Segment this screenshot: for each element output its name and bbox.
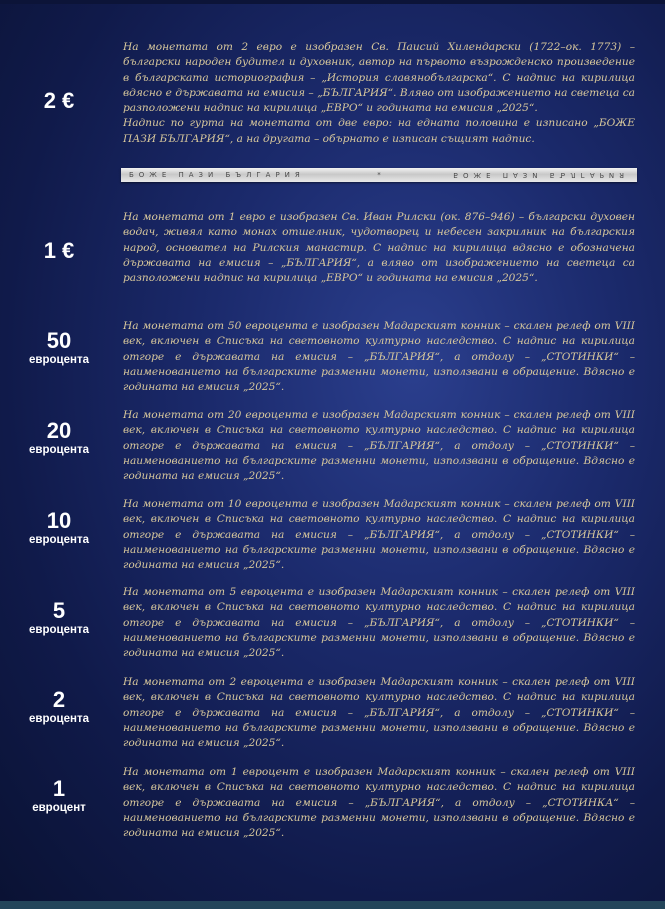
coin-description	[123, 210, 635, 286]
denomination-label	[0, 239, 118, 263]
denomination-unit: евроцента	[29, 534, 89, 546]
denomination-number: 1 €	[43, 238, 75, 263]
edge-inscription-right-inverted: БОЖЕ ПАЗИ БЪЛГАРИЯ	[453, 171, 629, 179]
denomination-number: 2 €	[43, 88, 75, 113]
denomination-number: 2	[52, 687, 66, 712]
edge-inscription-left: БОЖЕ ПАЗИ БЪЛГАРИЯ	[129, 171, 305, 179]
coin-description	[123, 497, 635, 573]
description-paragraph: На монетата от 20 евроцента е изобразен Мадарският конник – скален релеф от VIII век, включен в Списъка на световното културно наследство. С надпис на кирилица отгоре е държавата на емисия – „БЪЛГАРИЯ“, а отдолу – „СТОТИНКИ“ – наименованието на българските разменни монети, използвани в обращение. Вдясно е годината на емисия „2025“.	[123, 409, 635, 483]
denomination-label	[0, 419, 118, 457]
description-paragraph: На монетата от 2 евро е изобразен Св. Паисий Хилендарски (1722–ок. 1773) – български народен будител и духовник, автор на първото възрожденско произведение в българската историография – „История славянобългарска“. С надпис на кирилица вдясно е държавата на емисия – „БЪЛГАРИЯ“. Вляво от изображението на светеца са разположени надпис на кирилица „ЕВРО“ и годината на емисия „2025“.	[123, 41, 635, 115]
denomination-unit: евроцента	[29, 444, 89, 456]
denomination-label	[0, 599, 118, 637]
denomination-number: 50	[46, 328, 72, 353]
denomination-number: 10	[46, 508, 72, 533]
denomination-unit: евроцент	[32, 802, 86, 814]
description-paragraph: На монетата от 1 евроцент е изобразен Мадарският конник – скален релеф от VIII век, включен в Списъка на световното културно наследство. С надпис на кирилица отгоре е държавата на емисия – „БЪЛГАРИЯ“, а отдолу – „СТОТИНКА“ – наименованието на българските разменни монети, използвани в обращение. Вдясно е годината на емисия „2025“.	[123, 766, 635, 840]
description-paragraph: На монетата от 2 евроцента е изобразен Мадарският конник – скален релеф от VIII век, включен в Списъка на световното културно наследство. С надпис на кирилица отгоре е държавата на емисия – „БЪЛГАРИЯ“, а отдолу – „СТОТИНКИ“ – наименованието на българските разменни монети, използвани в обращение. Вдясно е годината на емисия „2025“.	[123, 676, 635, 750]
denomination-label	[0, 329, 118, 367]
coin-description	[123, 765, 635, 841]
coin-description	[123, 40, 635, 147]
denomination-number: 20	[46, 418, 72, 443]
denomination-label	[0, 777, 118, 815]
coin-description	[123, 585, 635, 661]
coin-description	[123, 675, 635, 751]
denomination-unit: евроцента	[29, 354, 89, 366]
denomination-unit: евроцента	[29, 624, 89, 636]
denomination-label	[0, 688, 118, 726]
description-paragraph: На монетата от 50 евроцента е изобразен Мадарският конник – скален релеф от VIII век, включен в Списъка на световното културно наследство. С надпис на кирилица отгоре е държавата на емисия – „БЪЛГАРИЯ“, а отдолу – „СТОТИНКИ“ – наименованието на българските разменни монети, използвани в обращение. Вдясно е годината на емисия „2025“.	[123, 320, 635, 394]
edge-separator-star-icon: *	[377, 171, 381, 179]
denomination-number: 1	[52, 776, 66, 801]
coin-edge-inscription-strip	[121, 168, 637, 182]
denomination-label	[0, 89, 118, 113]
top-border	[0, 0, 665, 4]
description-paragraph: На монетата от 5 евроцента е изобразен Мадарският конник – скален релеф от VIII век, включен в Списъка на световното културно наследство. С надпис на кирилица отгоре е държавата на емисия – „БЪЛГАРИЯ“, а отдолу – „СТОТИНКИ“ – наименованието на българските разменни монети, използвани в обращение. Вдясно е годината на емисия „2025“.	[123, 586, 635, 660]
description-paragraph: Надпис по гурта на монетата от две евро: на едната половина е изписано „БОЖЕ ПАЗИ БЪЛГАРИЯ“, а на другата – обърнато е изписан същият надпис.	[123, 117, 635, 145]
coin-description	[123, 319, 635, 395]
denomination-label	[0, 509, 118, 547]
coin-description	[123, 408, 635, 484]
denomination-number: 5	[52, 598, 66, 623]
description-paragraph: На монетата от 10 евроцента е изобразен Мадарският конник – скален релеф от VIII век, включен в Списъка на световното културно наследство. С надпис на кирилица отгоре е държавата на емисия – „БЪЛГАРИЯ“, а отдолу – „СТОТИНКИ“ – наименованието на българските разменни монети, използвани в обращение. Вдясно е годината на емисия „2025“.	[123, 498, 635, 572]
denomination-unit: евроцента	[29, 713, 89, 725]
bottom-bar	[0, 901, 665, 909]
description-paragraph: На монетата от 1 евро е изобразен Св. Иван Рилски (ок. 876–946) – български духовен водач, живял като монах отшелник, чудотворец и небесен закрилник на българския народ, основател на Рилския манастир. С надпис на кирилица вдясно е обозначена държавата на емисия – „БЪЛГАРИЯ“, а вляво от изображението на светеца са разположени надпис на кирилица „ЕВРО“ и годината на емисия „2025“.	[123, 211, 635, 285]
